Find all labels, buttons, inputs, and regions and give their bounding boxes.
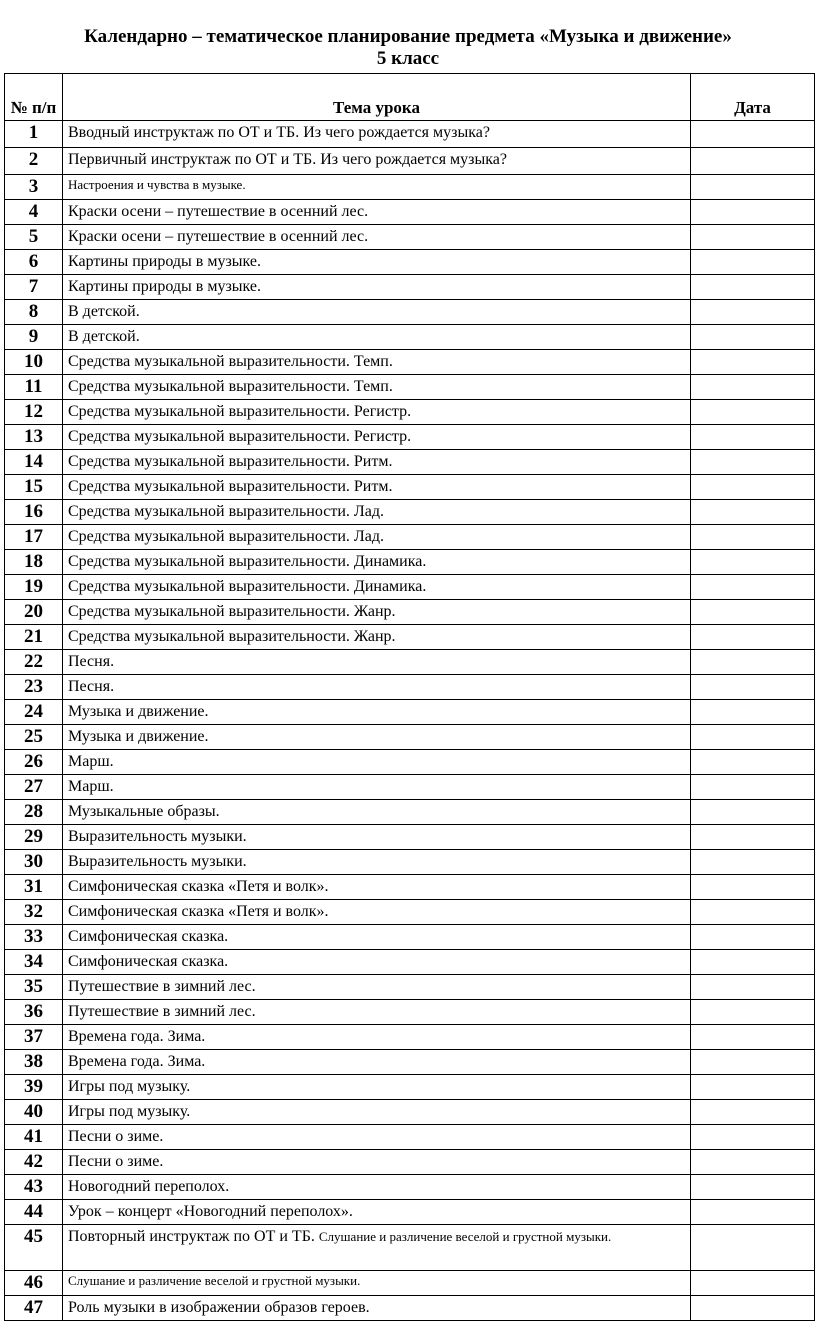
row-number: 17	[5, 525, 63, 550]
row-topic: Времена года. Зима.	[63, 1025, 691, 1050]
row-topic: Настроения и чувства в музыке.	[63, 175, 691, 200]
row-date	[691, 500, 815, 525]
table-row	[5, 175, 815, 200]
row-number: 32	[5, 900, 63, 925]
row-number: 22	[5, 650, 63, 675]
row-topic: Симфоническая сказка.	[63, 950, 691, 975]
row-date	[691, 875, 815, 900]
table-row	[5, 425, 815, 450]
row-number: 8	[5, 300, 63, 325]
row-topic: Урок – концерт «Новогодний переполох».	[63, 1200, 691, 1225]
row-number: 37	[5, 1025, 63, 1050]
table-row	[5, 1296, 815, 1321]
row-number: 28	[5, 800, 63, 825]
table-row	[5, 975, 815, 1000]
row-number: 13	[5, 425, 63, 450]
table-row	[5, 475, 815, 500]
row-date	[691, 1075, 815, 1100]
row-topic: Выразительность музыки.	[63, 850, 691, 875]
row-number: 19	[5, 575, 63, 600]
table-row	[5, 250, 815, 275]
row-topic: Песня.	[63, 675, 691, 700]
row-topic: Путешествие в зимний лес.	[63, 975, 691, 1000]
row-number: 3	[5, 175, 63, 200]
row-number: 41	[5, 1125, 63, 1150]
title-line-2: 5 класс	[376, 48, 440, 69]
header-date: Дата	[691, 74, 815, 121]
row-number: 44	[5, 1200, 63, 1225]
row-date	[691, 1125, 815, 1150]
table-row	[5, 1225, 815, 1271]
row-topic: Симфоническая сказка.	[63, 925, 691, 950]
row-date	[691, 625, 815, 650]
table-row	[5, 775, 815, 800]
row-number: 23	[5, 675, 63, 700]
table-row	[5, 325, 815, 350]
row-number: 5	[5, 225, 63, 250]
row-number: 27	[5, 775, 63, 800]
table-row	[5, 950, 815, 975]
header-num	[5, 74, 63, 121]
table-row	[5, 1150, 815, 1175]
row-number: 40	[5, 1100, 63, 1125]
table-row	[5, 1200, 815, 1225]
table-row	[5, 525, 815, 550]
row-number: 36	[5, 1000, 63, 1025]
row-date	[691, 475, 815, 500]
row-number: 10	[5, 350, 63, 375]
row-topic-small: Слушание и различение веселой и грустной музыки.	[318, 1229, 612, 1244]
table-row	[5, 200, 815, 225]
row-topic: Песни о зиме.	[63, 1150, 691, 1175]
row-number: 26	[5, 750, 63, 775]
row-topic: Выразительность музыки.	[63, 825, 691, 850]
table-row	[5, 1000, 815, 1025]
row-number: 4	[5, 200, 63, 225]
row-date	[691, 300, 815, 325]
row-number: 38	[5, 1050, 63, 1075]
row-topic: Игры под музыку.	[63, 1075, 691, 1100]
row-topic: Путешествие в зимний лес.	[63, 1000, 691, 1025]
row-date	[691, 975, 815, 1000]
row-topic: Музыкальные образы.	[63, 800, 691, 825]
row-date	[691, 1150, 815, 1175]
row-topic: Средства музыкальной выразительности. Лад.	[63, 500, 691, 525]
table-row	[5, 825, 815, 850]
row-number: 6	[5, 250, 63, 275]
row-topic: Средства музыкальной выразительности. Регистр.	[63, 400, 691, 425]
row-topic: Игры под музыку.	[63, 1100, 691, 1125]
row-date	[691, 950, 815, 975]
row-number: 15	[5, 475, 63, 500]
row-number: 9	[5, 325, 63, 350]
header-num-label: № п/п	[10, 98, 57, 117]
row-number: 7	[5, 275, 63, 300]
row-number: 42	[5, 1150, 63, 1175]
row-number: 21	[5, 625, 63, 650]
row-date	[691, 725, 815, 750]
row-topic: Средства музыкальной выразительности. Ритм.	[63, 475, 691, 500]
table-row	[5, 1025, 815, 1050]
row-date	[691, 750, 815, 775]
row-number: 43	[5, 1175, 63, 1200]
table-row	[5, 500, 815, 525]
row-date	[691, 1050, 815, 1075]
table-row	[5, 1075, 815, 1100]
table-row	[5, 375, 815, 400]
row-date	[691, 1000, 815, 1025]
row-number: 35	[5, 975, 63, 1000]
table-row	[5, 600, 815, 625]
table-row	[5, 450, 815, 475]
table-row	[5, 800, 815, 825]
row-date	[691, 250, 815, 275]
table-row	[5, 1271, 815, 1296]
table-row	[5, 900, 815, 925]
table-row	[5, 650, 815, 675]
row-topic: Роль музыки в изображении образов героев.	[63, 1296, 691, 1321]
row-topic: Марш.	[63, 775, 691, 800]
row-date	[691, 425, 815, 450]
row-topic: Марш.	[63, 750, 691, 775]
row-date	[691, 850, 815, 875]
table-row	[5, 750, 815, 775]
row-number: 1	[5, 121, 63, 148]
row-number: 29	[5, 825, 63, 850]
row-topic: Первичный инструктаж по ОТ и ТБ. Из чего рождается музыка?	[63, 148, 691, 175]
row-number: 20	[5, 600, 63, 625]
document-title	[0, 26, 816, 70]
row-topic: Картины природы в музыке.	[63, 250, 691, 275]
table-row	[5, 275, 815, 300]
row-topic: Слушание и различение веселой и грустной музыки.	[63, 1271, 691, 1296]
table-row	[5, 925, 815, 950]
row-number: 47	[5, 1296, 63, 1321]
row-topic: Средства музыкальной выразительности. Динамика.	[63, 550, 691, 575]
row-date	[691, 450, 815, 475]
table-row	[5, 350, 815, 375]
row-topic: Песня.	[63, 650, 691, 675]
row-date	[691, 600, 815, 625]
row-date	[691, 275, 815, 300]
row-number: 39	[5, 1075, 63, 1100]
row-date	[691, 1271, 815, 1296]
row-date	[691, 1100, 815, 1125]
row-date	[691, 121, 815, 148]
row-date	[691, 1296, 815, 1321]
row-date	[691, 575, 815, 600]
row-date	[691, 550, 815, 575]
table-row	[5, 1125, 815, 1150]
row-date	[691, 375, 815, 400]
row-topic: Музыка и движение.	[63, 725, 691, 750]
row-date	[691, 900, 815, 925]
table-row	[5, 1175, 815, 1200]
row-topic: Средства музыкальной выразительности. Ритм.	[63, 450, 691, 475]
table-row	[5, 121, 815, 148]
row-date	[691, 1225, 815, 1271]
table-row	[5, 875, 815, 900]
row-topic: В детской.	[63, 300, 691, 325]
row-date	[691, 200, 815, 225]
table-row	[5, 725, 815, 750]
row-number: 16	[5, 500, 63, 525]
row-topic	[63, 1225, 691, 1271]
row-date	[691, 400, 815, 425]
table-body	[5, 121, 815, 1321]
row-topic: Средства музыкальной выразительности. Темп.	[63, 375, 691, 400]
row-topic: Средства музыкальной выразительности. Регистр.	[63, 425, 691, 450]
row-date	[691, 325, 815, 350]
row-topic-main: Повторный инструктаж по ОТ и ТБ.	[68, 1228, 319, 1245]
row-topic: Музыка и движение.	[63, 700, 691, 725]
row-topic: Краски осени – путешествие в осенний лес.	[63, 225, 691, 250]
table-row	[5, 850, 815, 875]
table-row	[5, 575, 815, 600]
table-row	[5, 675, 815, 700]
table-row	[5, 400, 815, 425]
header-topic: Тема урока	[63, 74, 691, 121]
row-number: 2	[5, 148, 63, 175]
row-topic: Средства музыкальной выразительности. Темп.	[63, 350, 691, 375]
row-topic: Средства музыкальной выразительности. Лад.	[63, 525, 691, 550]
row-date	[691, 225, 815, 250]
row-topic: Средства музыкальной выразительности. Жанр.	[63, 625, 691, 650]
row-date	[691, 525, 815, 550]
row-topic: Средства музыкальной выразительности. Динамика.	[63, 575, 691, 600]
table-row	[5, 1100, 815, 1125]
row-number: 34	[5, 950, 63, 975]
row-date	[691, 650, 815, 675]
table-row	[5, 550, 815, 575]
row-topic: Симфоническая сказка «Петя и волк».	[63, 900, 691, 925]
table-row	[5, 700, 815, 725]
row-number: 33	[5, 925, 63, 950]
row-number: 31	[5, 875, 63, 900]
row-number: 25	[5, 725, 63, 750]
table-row	[5, 148, 815, 175]
row-topic: В детской.	[63, 325, 691, 350]
row-date	[691, 800, 815, 825]
row-topic: Картины природы в музыке.	[63, 275, 691, 300]
row-date	[691, 1175, 815, 1200]
title-line-1: Календарно – тематическое планирование предмета «Музыка и движение»	[84, 26, 732, 47]
row-date	[691, 1025, 815, 1050]
row-date	[691, 175, 815, 200]
row-date	[691, 925, 815, 950]
row-number: 14	[5, 450, 63, 475]
table-row	[5, 1050, 815, 1075]
row-number: 46	[5, 1271, 63, 1296]
row-topic: Времена года. Зима.	[63, 1050, 691, 1075]
row-topic: Новогодний переполох.	[63, 1175, 691, 1200]
row-topic: Краски осени – путешествие в осенний лес.	[63, 200, 691, 225]
table-row	[5, 300, 815, 325]
row-number: 30	[5, 850, 63, 875]
row-date	[691, 825, 815, 850]
row-date	[691, 350, 815, 375]
row-topic: Средства музыкальной выразительности. Жанр.	[63, 600, 691, 625]
row-number: 45	[5, 1225, 63, 1271]
row-topic: Симфоническая сказка «Петя и волк».	[63, 875, 691, 900]
table-row	[5, 225, 815, 250]
row-date	[691, 775, 815, 800]
table-header-row	[5, 74, 815, 121]
row-topic: Песни о зиме.	[63, 1125, 691, 1150]
table-row	[5, 625, 815, 650]
row-date	[691, 1200, 815, 1225]
row-date	[691, 675, 815, 700]
row-date	[691, 148, 815, 175]
plan-table	[4, 73, 815, 1321]
row-topic: Вводный инструктаж по ОТ и ТБ. Из чего рождается музыка?	[63, 121, 691, 148]
row-number: 18	[5, 550, 63, 575]
row-number: 24	[5, 700, 63, 725]
row-date	[691, 700, 815, 725]
row-number: 12	[5, 400, 63, 425]
row-number: 11	[5, 375, 63, 400]
